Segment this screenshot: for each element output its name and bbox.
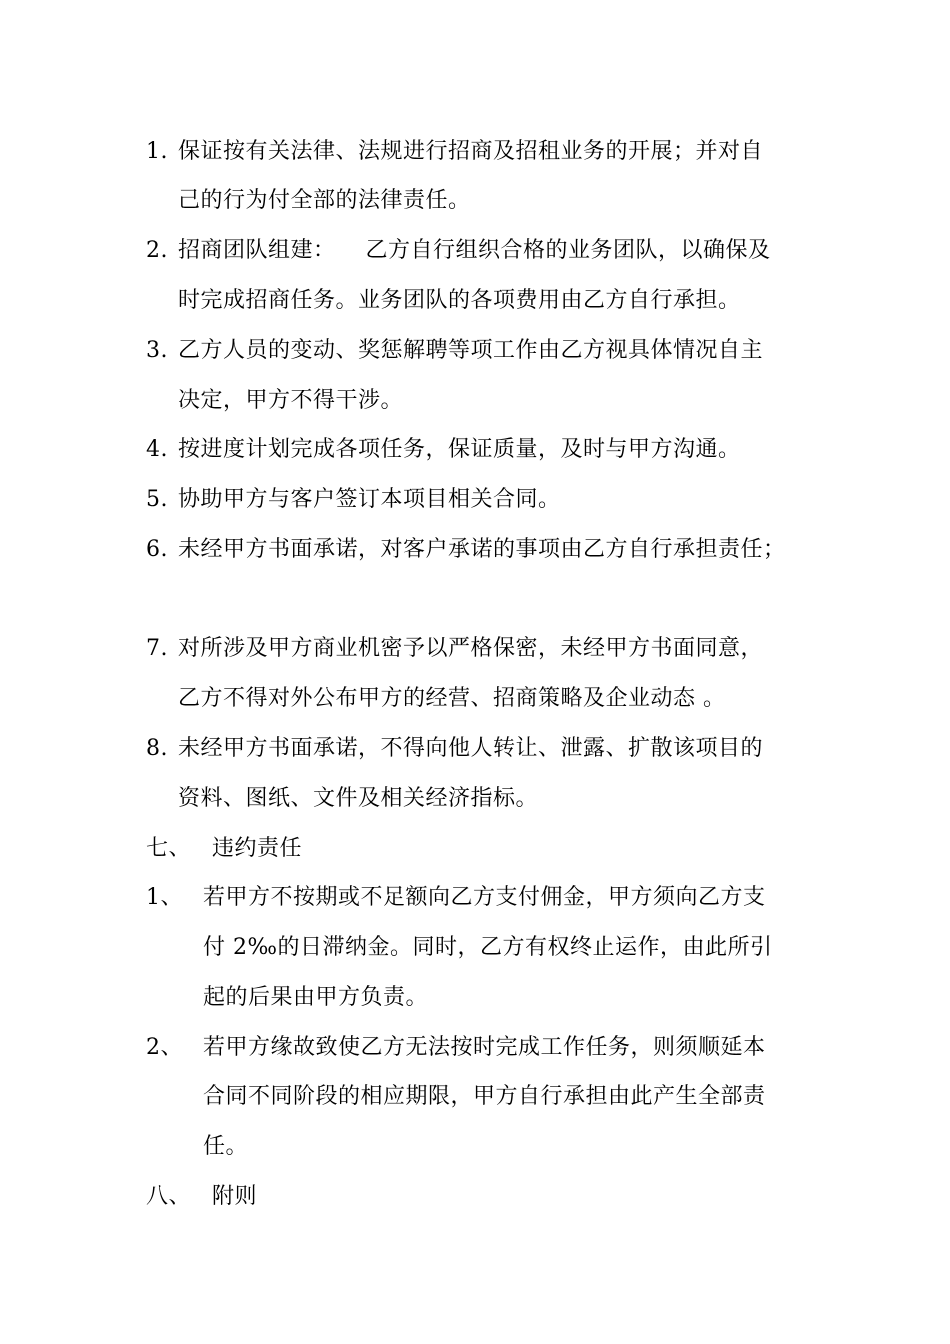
- item-text-continuation: 起的后果由甲方负责。: [203, 985, 429, 1010]
- item-text-continuation: 己的行为付全部的法律责任。: [178, 188, 471, 213]
- item-number: 6.: [146, 537, 168, 562]
- item-text-continuation: 合同不同阶段的相应期限，甲方自行承担由此产生全部责: [203, 1084, 766, 1109]
- item-number: 7.: [146, 636, 168, 661]
- item-text: 未经甲方书面承诺，对客户承诺的事项由乙方自行承担责任；: [178, 537, 786, 562]
- section-number: 七、: [146, 836, 192, 861]
- item-text-continuation: 乙方不得对外公布甲方的经营、招商策略及企业动态 。: [178, 686, 726, 711]
- item-number: 3.: [146, 338, 168, 363]
- section-title: 违约责任: [212, 836, 303, 861]
- item-number: 1.: [146, 139, 168, 164]
- item-text: 对所涉及甲方商业机密予以严格保密，未经甲方书面同意，: [178, 636, 764, 661]
- item-text: 若甲方不按期或不足额向乙方支付佣金，甲方须向乙方支: [203, 885, 766, 910]
- item-text: 协助甲方与客户签订本项目相关合同。: [178, 487, 561, 512]
- item-number: 5.: [146, 487, 168, 512]
- item-text: 若甲方缘故致使乙方无法按时完成工作任务，则须顺延本: [203, 1035, 766, 1060]
- item-text-continuation: 时完成招商任务。业务团队的各项费用由乙方自行承担。: [178, 288, 741, 313]
- item-number: 2.: [146, 238, 168, 263]
- item-number: 2、: [146, 1035, 183, 1060]
- item-text: 保证按有关法律、法规进行招商及招租业务的开展；并对自: [178, 139, 764, 164]
- item-text: 未经甲方书面承诺，不得向他人转让、泄露、扩散该项目的: [178, 736, 764, 761]
- section-number: 八、: [146, 1184, 192, 1209]
- item-number: 1、: [146, 885, 183, 910]
- item-text-continuation: 决定，甲方不得干涉。: [178, 388, 404, 413]
- item-number: 8.: [146, 736, 168, 761]
- item-text: 按进度计划完成各项任务，保证质量，及时与甲方沟通。: [178, 437, 741, 462]
- section-title: 附则: [212, 1184, 258, 1209]
- item-text-continuation: 付 2‰的日滞纳金。同时，乙方有权终止运作，由此所引: [203, 935, 773, 960]
- item-text: 乙方人员的变动、奖惩解聘等项工作由乙方视具体情况自主: [178, 338, 764, 363]
- item-text-continuation: 任。: [203, 1134, 249, 1159]
- item-text: 招商团队组建： 乙方自行组织合格的业务团队，以确保及: [178, 238, 771, 263]
- item-number: 4.: [146, 437, 168, 462]
- item-text-continuation: 资料、图纸、文件及相关经济指标。: [178, 786, 539, 811]
